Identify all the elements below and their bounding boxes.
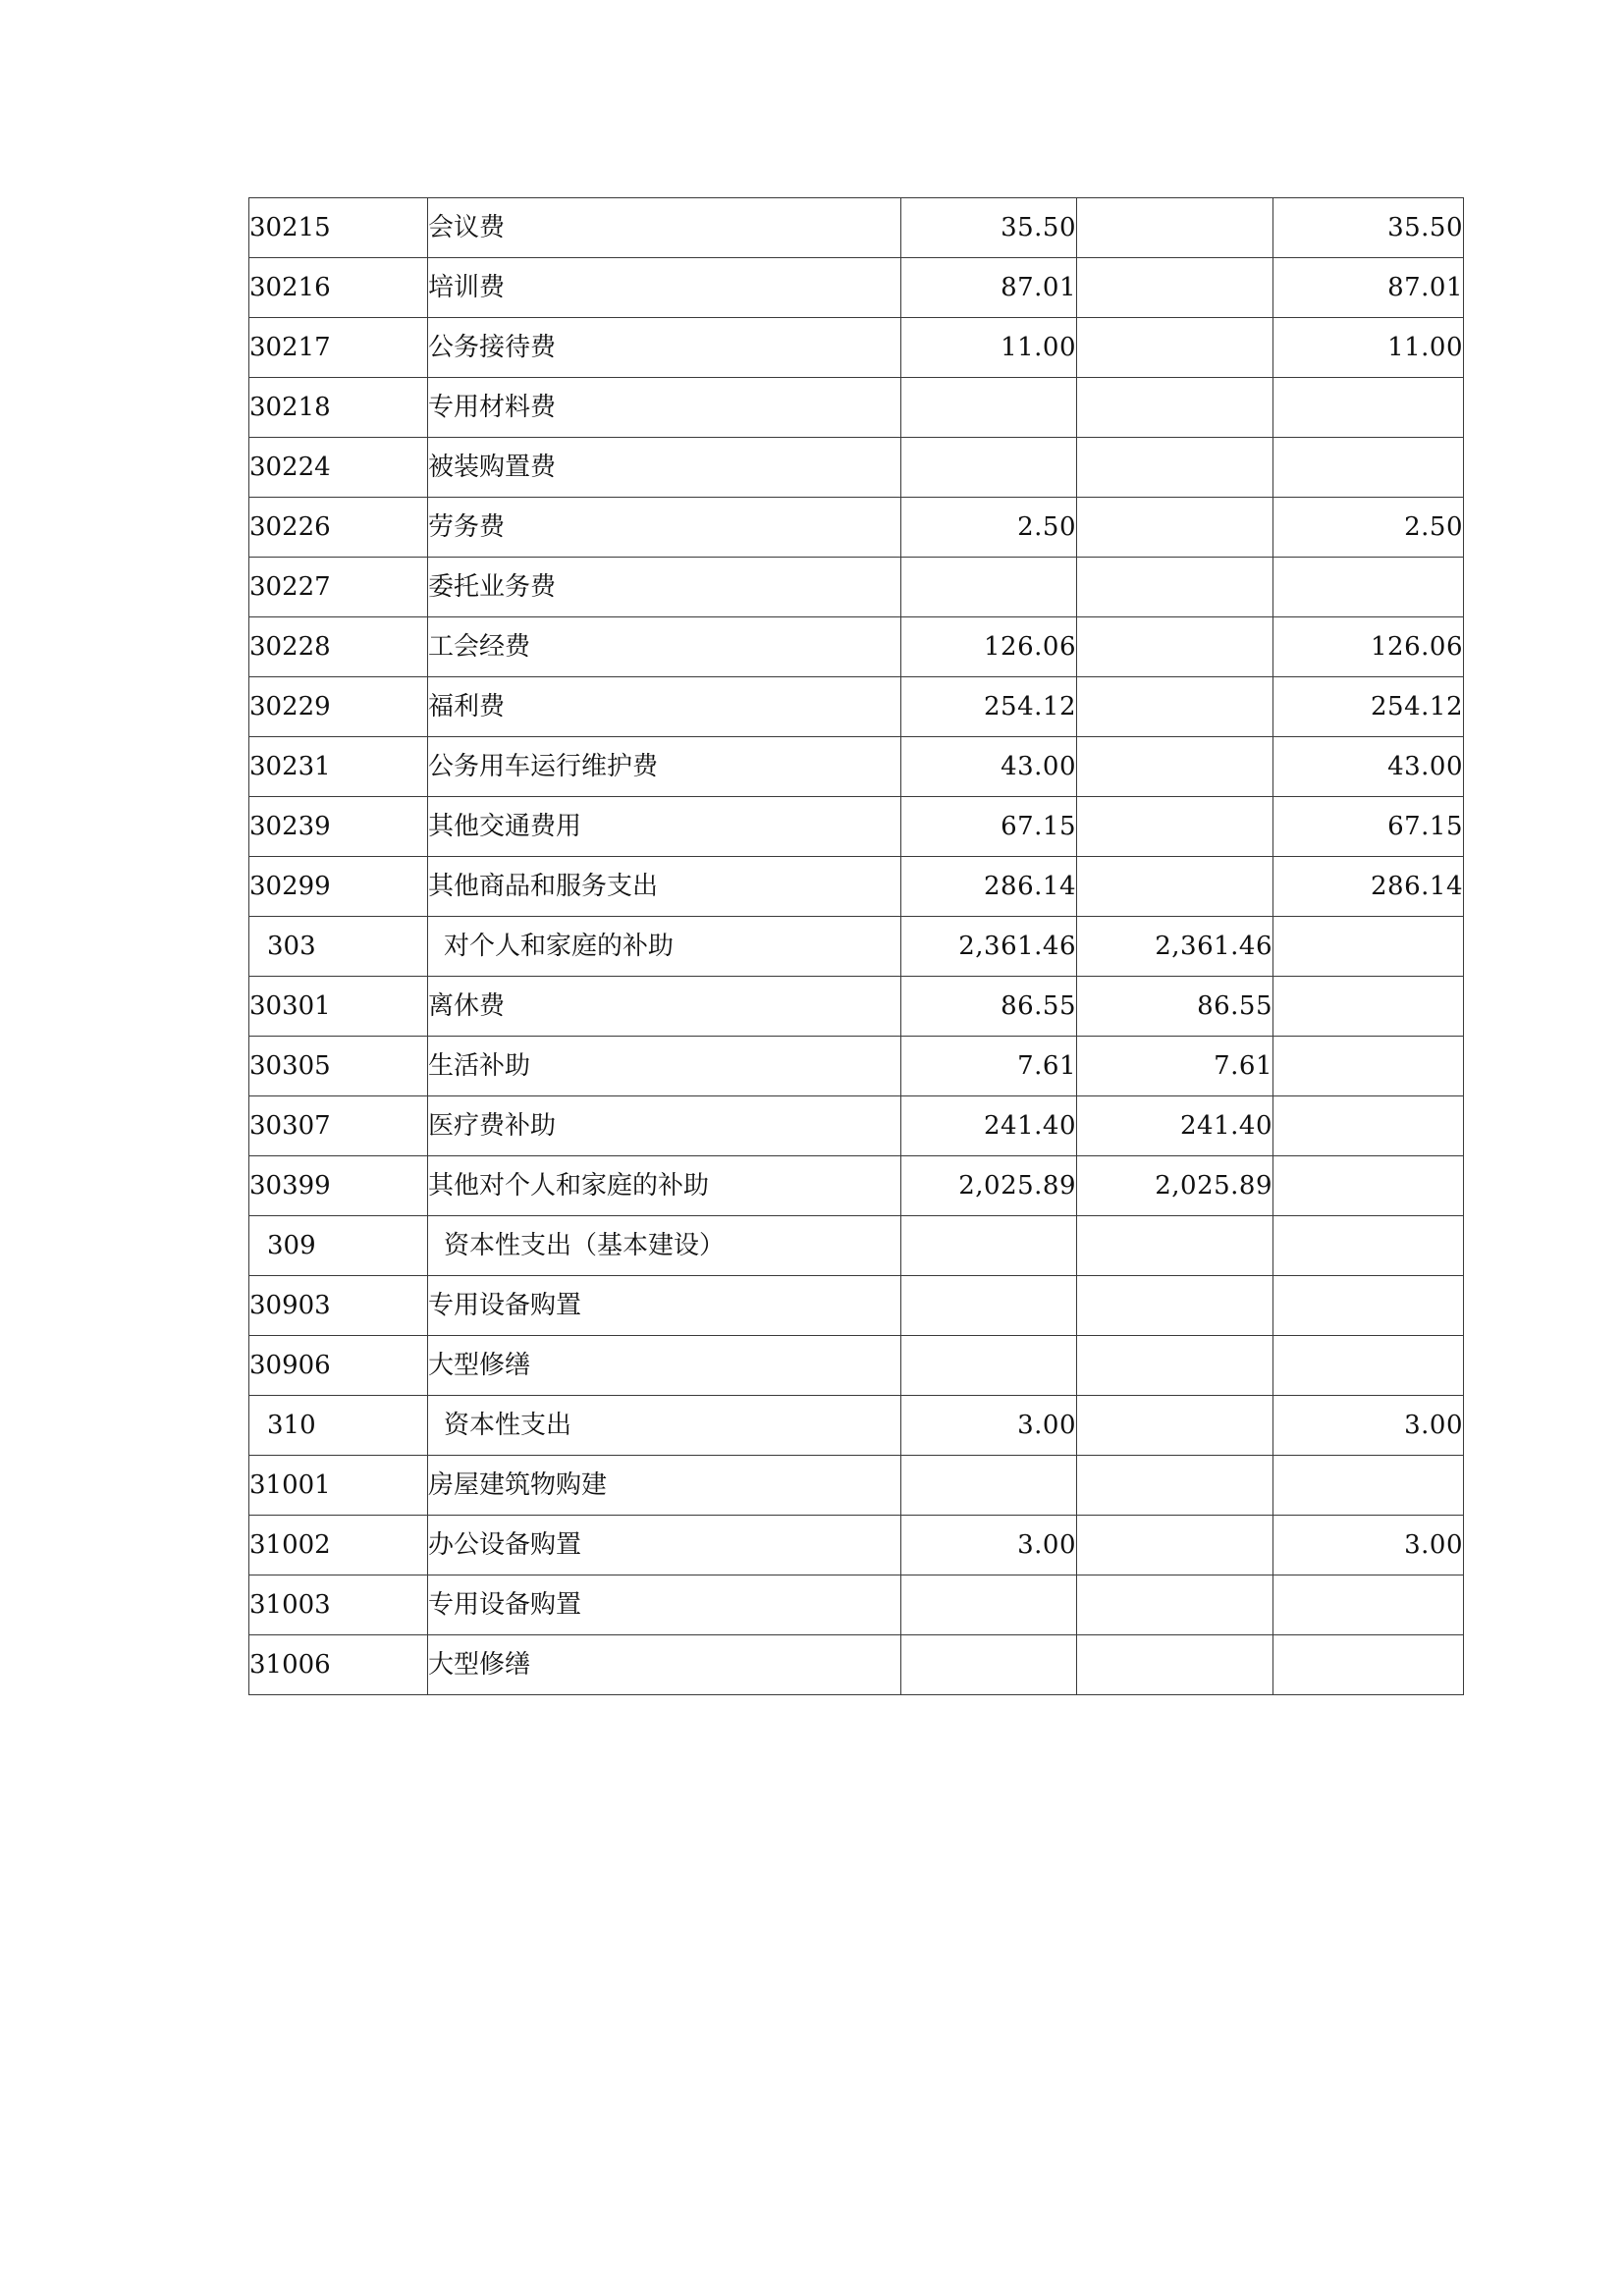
table-row	[249, 1156, 1464, 1216]
code-cell: 31002	[249, 1516, 428, 1575]
name-cell: 会议费	[428, 198, 901, 258]
table-row	[249, 977, 1464, 1037]
code-cell: 31003	[249, 1575, 428, 1635]
basic-expenditure-cell	[1077, 198, 1273, 258]
basic-expenditure-cell: 86.55	[1077, 977, 1273, 1037]
name-cell: 培训费	[428, 258, 901, 318]
project-expenditure-cell	[1273, 1216, 1464, 1276]
code-cell: 30218	[249, 378, 428, 438]
name-cell: 其他交通费用	[428, 797, 901, 857]
code-cell: 30227	[249, 558, 428, 617]
project-expenditure-cell	[1273, 1096, 1464, 1156]
total-cell: 3.00	[901, 1516, 1077, 1575]
total-cell: 86.55	[901, 977, 1077, 1037]
name-cell: 劳务费	[428, 498, 901, 558]
name-cell: 被装购置费	[428, 438, 901, 498]
basic-expenditure-cell	[1077, 258, 1273, 318]
name-cell: 医疗费补助	[428, 1096, 901, 1156]
total-cell	[901, 378, 1077, 438]
table-row	[249, 1456, 1464, 1516]
project-expenditure-cell	[1273, 1456, 1464, 1516]
expenditure-table	[248, 197, 1464, 1695]
total-cell: 11.00	[901, 318, 1077, 378]
name-cell: 工会经费	[428, 617, 901, 677]
code-cell: 30228	[249, 617, 428, 677]
basic-expenditure-cell: 2,025.89	[1077, 1156, 1273, 1216]
table-row	[249, 857, 1464, 917]
table-row	[249, 737, 1464, 797]
basic-expenditure-cell	[1077, 1396, 1273, 1456]
basic-expenditure-cell	[1077, 1216, 1273, 1276]
basic-expenditure-cell	[1077, 1336, 1273, 1396]
name-cell: 专用设备购置	[428, 1575, 901, 1635]
total-cell: 35.50	[901, 198, 1077, 258]
basic-expenditure-cell: 241.40	[1077, 1096, 1273, 1156]
code-cell: 30229	[249, 677, 428, 737]
total-cell: 87.01	[901, 258, 1077, 318]
basic-expenditure-cell	[1077, 1456, 1273, 1516]
table-row	[249, 917, 1464, 977]
total-cell: 126.06	[901, 617, 1077, 677]
code-cell: 309	[249, 1216, 428, 1276]
basic-expenditure-cell	[1077, 617, 1273, 677]
table-row	[249, 438, 1464, 498]
project-expenditure-cell: 35.50	[1273, 198, 1464, 258]
table-row	[249, 1276, 1464, 1336]
name-cell: 福利费	[428, 677, 901, 737]
code-cell: 30906	[249, 1336, 428, 1396]
code-cell: 30226	[249, 498, 428, 558]
total-cell: 254.12	[901, 677, 1077, 737]
table-row	[249, 797, 1464, 857]
name-cell: 公务用车运行维护费	[428, 737, 901, 797]
name-cell: 专用材料费	[428, 378, 901, 438]
table-row	[249, 498, 1464, 558]
total-cell	[901, 1575, 1077, 1635]
project-expenditure-cell	[1273, 917, 1464, 977]
project-expenditure-cell: 254.12	[1273, 677, 1464, 737]
basic-expenditure-cell	[1077, 1276, 1273, 1336]
project-expenditure-cell: 3.00	[1273, 1516, 1464, 1575]
project-expenditure-cell: 286.14	[1273, 857, 1464, 917]
total-cell	[901, 1216, 1077, 1276]
total-cell: 43.00	[901, 737, 1077, 797]
table-row	[249, 1216, 1464, 1276]
total-cell: 3.00	[901, 1396, 1077, 1456]
basic-expenditure-cell: 2,361.46	[1077, 917, 1273, 977]
code-cell: 303	[249, 917, 428, 977]
code-cell: 30217	[249, 318, 428, 378]
project-expenditure-cell	[1273, 438, 1464, 498]
name-cell: 大型修缮	[428, 1336, 901, 1396]
name-cell: 离休费	[428, 977, 901, 1037]
basic-expenditure-cell	[1077, 378, 1273, 438]
basic-expenditure-cell	[1077, 857, 1273, 917]
code-cell: 30399	[249, 1156, 428, 1216]
table-row	[249, 198, 1464, 258]
code-cell: 30301	[249, 977, 428, 1037]
name-cell: 其他商品和服务支出	[428, 857, 901, 917]
total-cell: 241.40	[901, 1096, 1077, 1156]
name-cell: 专用设备购置	[428, 1276, 901, 1336]
code-cell: 30239	[249, 797, 428, 857]
table-row	[249, 1635, 1464, 1695]
project-expenditure-cell: 126.06	[1273, 617, 1464, 677]
name-cell: 资本性支出（基本建设）	[428, 1216, 901, 1276]
basic-expenditure-cell	[1077, 498, 1273, 558]
total-cell: 2.50	[901, 498, 1077, 558]
table-row	[249, 318, 1464, 378]
total-cell	[901, 1456, 1077, 1516]
project-expenditure-cell	[1273, 1336, 1464, 1396]
basic-expenditure-cell: 7.61	[1077, 1037, 1273, 1096]
total-cell	[901, 438, 1077, 498]
basic-expenditure-cell	[1077, 1575, 1273, 1635]
basic-expenditure-cell	[1077, 737, 1273, 797]
basic-expenditure-cell	[1077, 797, 1273, 857]
table-row	[249, 617, 1464, 677]
project-expenditure-cell	[1273, 1575, 1464, 1635]
project-expenditure-cell: 87.01	[1273, 258, 1464, 318]
code-cell: 30307	[249, 1096, 428, 1156]
basic-expenditure-cell	[1077, 438, 1273, 498]
table-row	[249, 1575, 1464, 1635]
name-cell: 其他对个人和家庭的补助	[428, 1156, 901, 1216]
project-expenditure-cell: 11.00	[1273, 318, 1464, 378]
name-cell: 大型修缮	[428, 1635, 901, 1695]
table-row	[249, 1336, 1464, 1396]
table-row	[249, 1037, 1464, 1096]
project-expenditure-cell: 3.00	[1273, 1396, 1464, 1456]
project-expenditure-cell: 43.00	[1273, 737, 1464, 797]
basic-expenditure-cell	[1077, 1635, 1273, 1695]
code-cell: 30231	[249, 737, 428, 797]
table-row	[249, 378, 1464, 438]
project-expenditure-cell	[1273, 558, 1464, 617]
project-expenditure-cell	[1273, 1156, 1464, 1216]
table-row	[249, 1096, 1464, 1156]
table-body	[249, 198, 1464, 1695]
table-row	[249, 258, 1464, 318]
basic-expenditure-cell	[1077, 318, 1273, 378]
total-cell	[901, 558, 1077, 617]
project-expenditure-cell: 67.15	[1273, 797, 1464, 857]
basic-expenditure-cell	[1077, 558, 1273, 617]
code-cell: 30216	[249, 258, 428, 318]
total-cell: 2,025.89	[901, 1156, 1077, 1216]
project-expenditure-cell	[1273, 1276, 1464, 1336]
code-cell: 310	[249, 1396, 428, 1456]
project-expenditure-cell	[1273, 1037, 1464, 1096]
project-expenditure-cell	[1273, 378, 1464, 438]
name-cell: 生活补助	[428, 1037, 901, 1096]
total-cell	[901, 1336, 1077, 1396]
name-cell: 办公设备购置	[428, 1516, 901, 1575]
total-cell	[901, 1635, 1077, 1695]
name-cell: 对个人和家庭的补助	[428, 917, 901, 977]
table-row	[249, 677, 1464, 737]
table-row	[249, 1396, 1464, 1456]
code-cell: 31006	[249, 1635, 428, 1695]
name-cell: 房屋建筑物购建	[428, 1456, 901, 1516]
total-cell: 286.14	[901, 857, 1077, 917]
total-cell	[901, 1276, 1077, 1336]
name-cell: 委托业务费	[428, 558, 901, 617]
total-cell: 67.15	[901, 797, 1077, 857]
total-cell: 2,361.46	[901, 917, 1077, 977]
code-cell: 30224	[249, 438, 428, 498]
project-expenditure-cell	[1273, 977, 1464, 1037]
project-expenditure-cell	[1273, 1635, 1464, 1695]
basic-expenditure-cell	[1077, 1516, 1273, 1575]
code-cell: 30305	[249, 1037, 428, 1096]
project-expenditure-cell: 2.50	[1273, 498, 1464, 558]
code-cell: 31001	[249, 1456, 428, 1516]
total-cell: 7.61	[901, 1037, 1077, 1096]
table-row	[249, 1516, 1464, 1575]
code-cell: 30299	[249, 857, 428, 917]
basic-expenditure-cell	[1077, 677, 1273, 737]
code-cell: 30903	[249, 1276, 428, 1336]
table-row	[249, 558, 1464, 617]
name-cell: 资本性支出	[428, 1396, 901, 1456]
code-cell: 30215	[249, 198, 428, 258]
name-cell: 公务接待费	[428, 318, 901, 378]
